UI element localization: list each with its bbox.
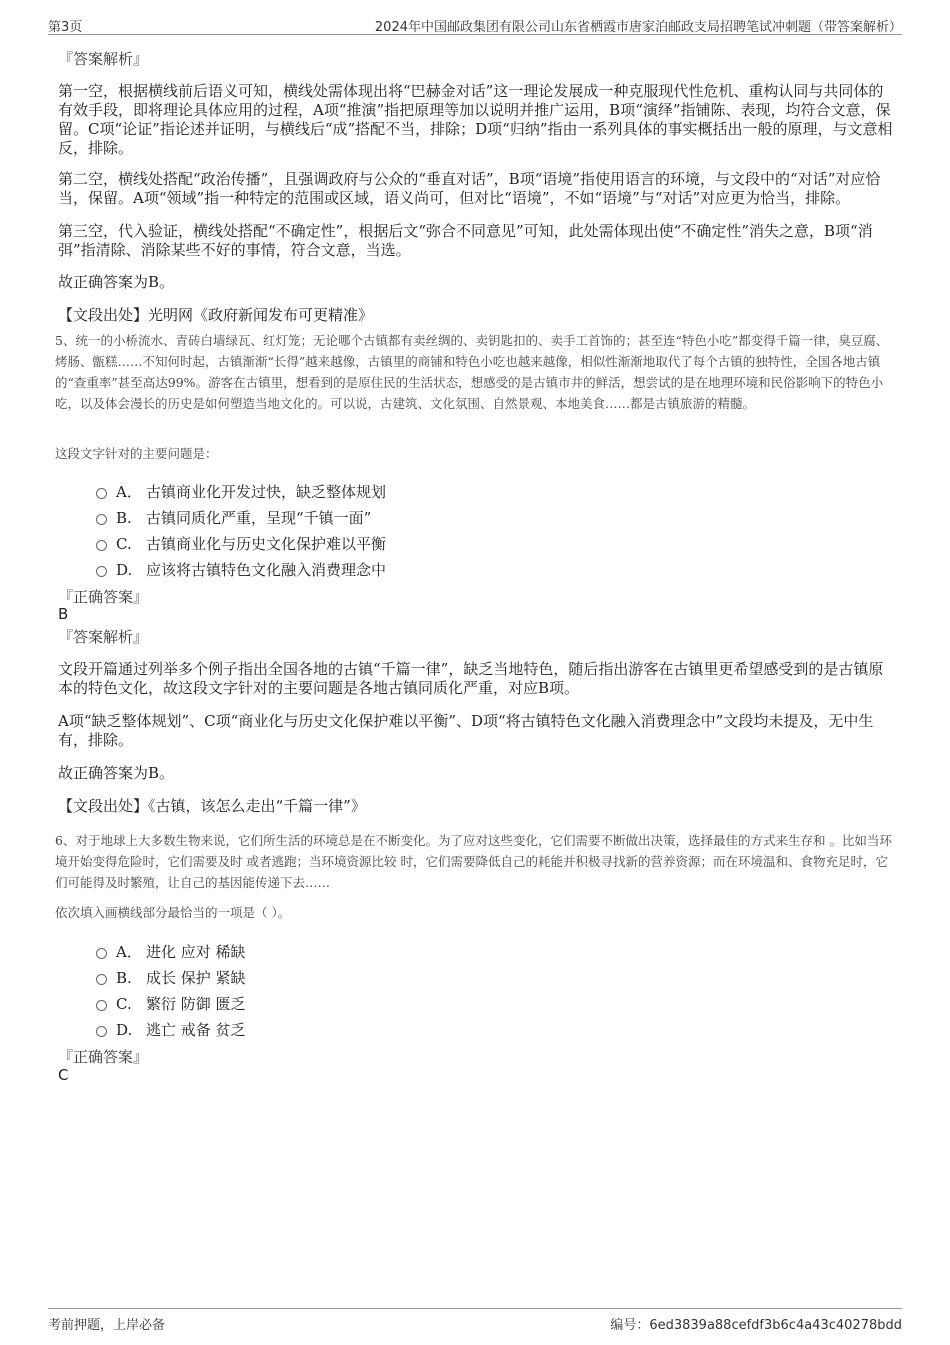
document-title: 2024年中国邮政集团有限公司山东省栖霞市唐家泊邮政支局招聘笔试冲刺题（带答案解析） [374, 20, 902, 35]
correct-answer: B [58, 605, 69, 623]
correct-answer: C [58, 1066, 69, 1084]
option-c[interactable]: C. 繁衍 防御 匮乏 [96, 993, 246, 1014]
analysis-paragraph: 第二空，横线处搭配“政治传播”，且强调政府与公众的“垂直对话”，B项“语境”指使用语言的环境，与文段中的“对话”对应恰当，保留。A项“领域”指一种特定的范围或区域，语义尚可，但对比“语境”，不如“语境”与“对话”对应更为恰当，排除。 [58, 170, 881, 207]
document-code: 编号：6ed3839a88cefdf3b6c4a43c40278bdd [610, 1318, 902, 1333]
question-prompt: 这段文字针对的主要问题是： [55, 446, 218, 461]
analysis-label: 『答案解析』 [58, 628, 149, 646]
analysis-paragraph: 第一空，根据横线前后语义可知，横线处需体现出将“巴赫金对话”这一理论发展成一种克服现代性危机、重构认同与共同体的有效手段，即将理论具体应用的过程，A项“推演”指把原理等加以说明并推广运用，B项“演绎”指铺陈、表现，均符合文意，保留。C项“论证”指论述并证明，与横线后“成”搭配不当，排除；D项“归纳”指由一系列具体的事实概括出一般的原理，与文意相反，排除。 [58, 82, 893, 157]
radio-icon[interactable] [96, 1000, 107, 1011]
option-b[interactable]: B. 成长 保护 紧缺 [96, 967, 246, 988]
option-a[interactable]: A． 进化 应对 稀缺 [96, 941, 246, 962]
radio-icon[interactable] [96, 948, 107, 959]
answer-label: 『正确答案』 [58, 1048, 149, 1066]
analysis-paragraph: 第三空，代入验证，横线处搭配“不确定性”，根据后文“弥合不同意见”可知，此处需体现出使“不确定性”消失之意，B项“消弭”指清除、消除某些不好的事情，符合文意，当选。 [58, 222, 873, 259]
question-stem: 6、对于地球上大多数生物来说，它们所生活的环境总是在不断变化。为了应对这些变化，它们需要不断做出决策，选择最佳的方式来生存和 。比如当环境开始变得危险时，它们需要及时 或者逃跑；当环境资源比较 时，它们需要降低自己的耗能并积极寻找新的营养资源；而在环境温和、食物充足时，它们可能得及时繁殖，让自己的基因能传递下去…… [55, 833, 892, 890]
option-b[interactable]: B. 古镇同质化严重，呈现“千镇一面” [96, 507, 371, 528]
option-a[interactable]: A． 古镇商业化开发过快，缺乏整体规划 [96, 481, 386, 502]
conclusion-text: 故正确答案为B。 [58, 273, 175, 291]
option-d[interactable]: D. 应该将古镇特色文化融入消费理念中 [96, 559, 386, 580]
option-c[interactable]: C. 古镇商业化与历史文化保护难以平衡 [96, 533, 386, 554]
answer-label: 『正确答案』 [58, 588, 149, 606]
page-header [48, 14, 902, 35]
radio-icon[interactable] [96, 488, 107, 499]
question-prompt: 依次填入画横线部分最恰当的一项是（ ）。 [55, 905, 291, 920]
question-stem: 5、统一的小桥流水、青砖白墙绿瓦、红灯笼；无论哪个古镇都有卖丝绸的、卖钥匙扣的、卖手工首饰的；甚至连“特色小吃”都变得千篇一律，臭豆腐、烤肠、甑糕……不知何时起，古镇渐渐“长得”越来越像，古镇里的商铺和特色小吃也越来越像，相似性渐渐地取代了每个古镇的独特性，全国各地古镇的“查重率”甚至高达99%。游客在古镇里，想看到的是原住民的生活状态，想感受的是古镇市井的鲜活，想尝试的是在地理环境和民俗影响下的特色小吃，以及体会漫长的历史是如何塑造当地文化的。可以说，古建筑、文化氛围、自然景观、本地美食……都是古镇旅游的精髓。 [55, 333, 889, 411]
radio-icon[interactable] [96, 1026, 107, 1037]
radio-icon[interactable] [96, 566, 107, 577]
page-footer [48, 1308, 902, 1333]
radio-icon[interactable] [96, 514, 107, 525]
analysis-paragraph: A项“缺乏整体规划”、C项“商业化与历史文化保护难以平衡”、D项“将古镇特色文化融入消费理念中”文段均未提及，无中生有，排除。 [58, 712, 874, 749]
source-citation: 【文段出处】《古镇，该怎么走出“千篇一律”》 [58, 797, 366, 815]
page-number: 第3页 [48, 20, 83, 35]
analysis-paragraph: 文段开篇通过列举多个例子指出全国各地的古镇“千篇一律”，缺乏当地特色，随后指出游客在古镇里更希望感受到的是古镇原本的特色文化，故这段文字针对的主要问题是各地古镇同质化严重，对应B项。 [58, 660, 884, 697]
footer-slogan: 考前押题，上岸必备 [48, 1318, 166, 1333]
analysis-label: 『答案解析』 [58, 50, 149, 68]
option-d[interactable]: D. 逃亡 戒备 贫乏 [96, 1019, 246, 1040]
radio-icon[interactable] [96, 540, 107, 551]
radio-icon[interactable] [96, 974, 107, 985]
conclusion-text: 故正确答案为B。 [58, 764, 175, 782]
source-citation: 【文段出处】光明网《政府新闻发布可更精准》 [58, 306, 374, 324]
